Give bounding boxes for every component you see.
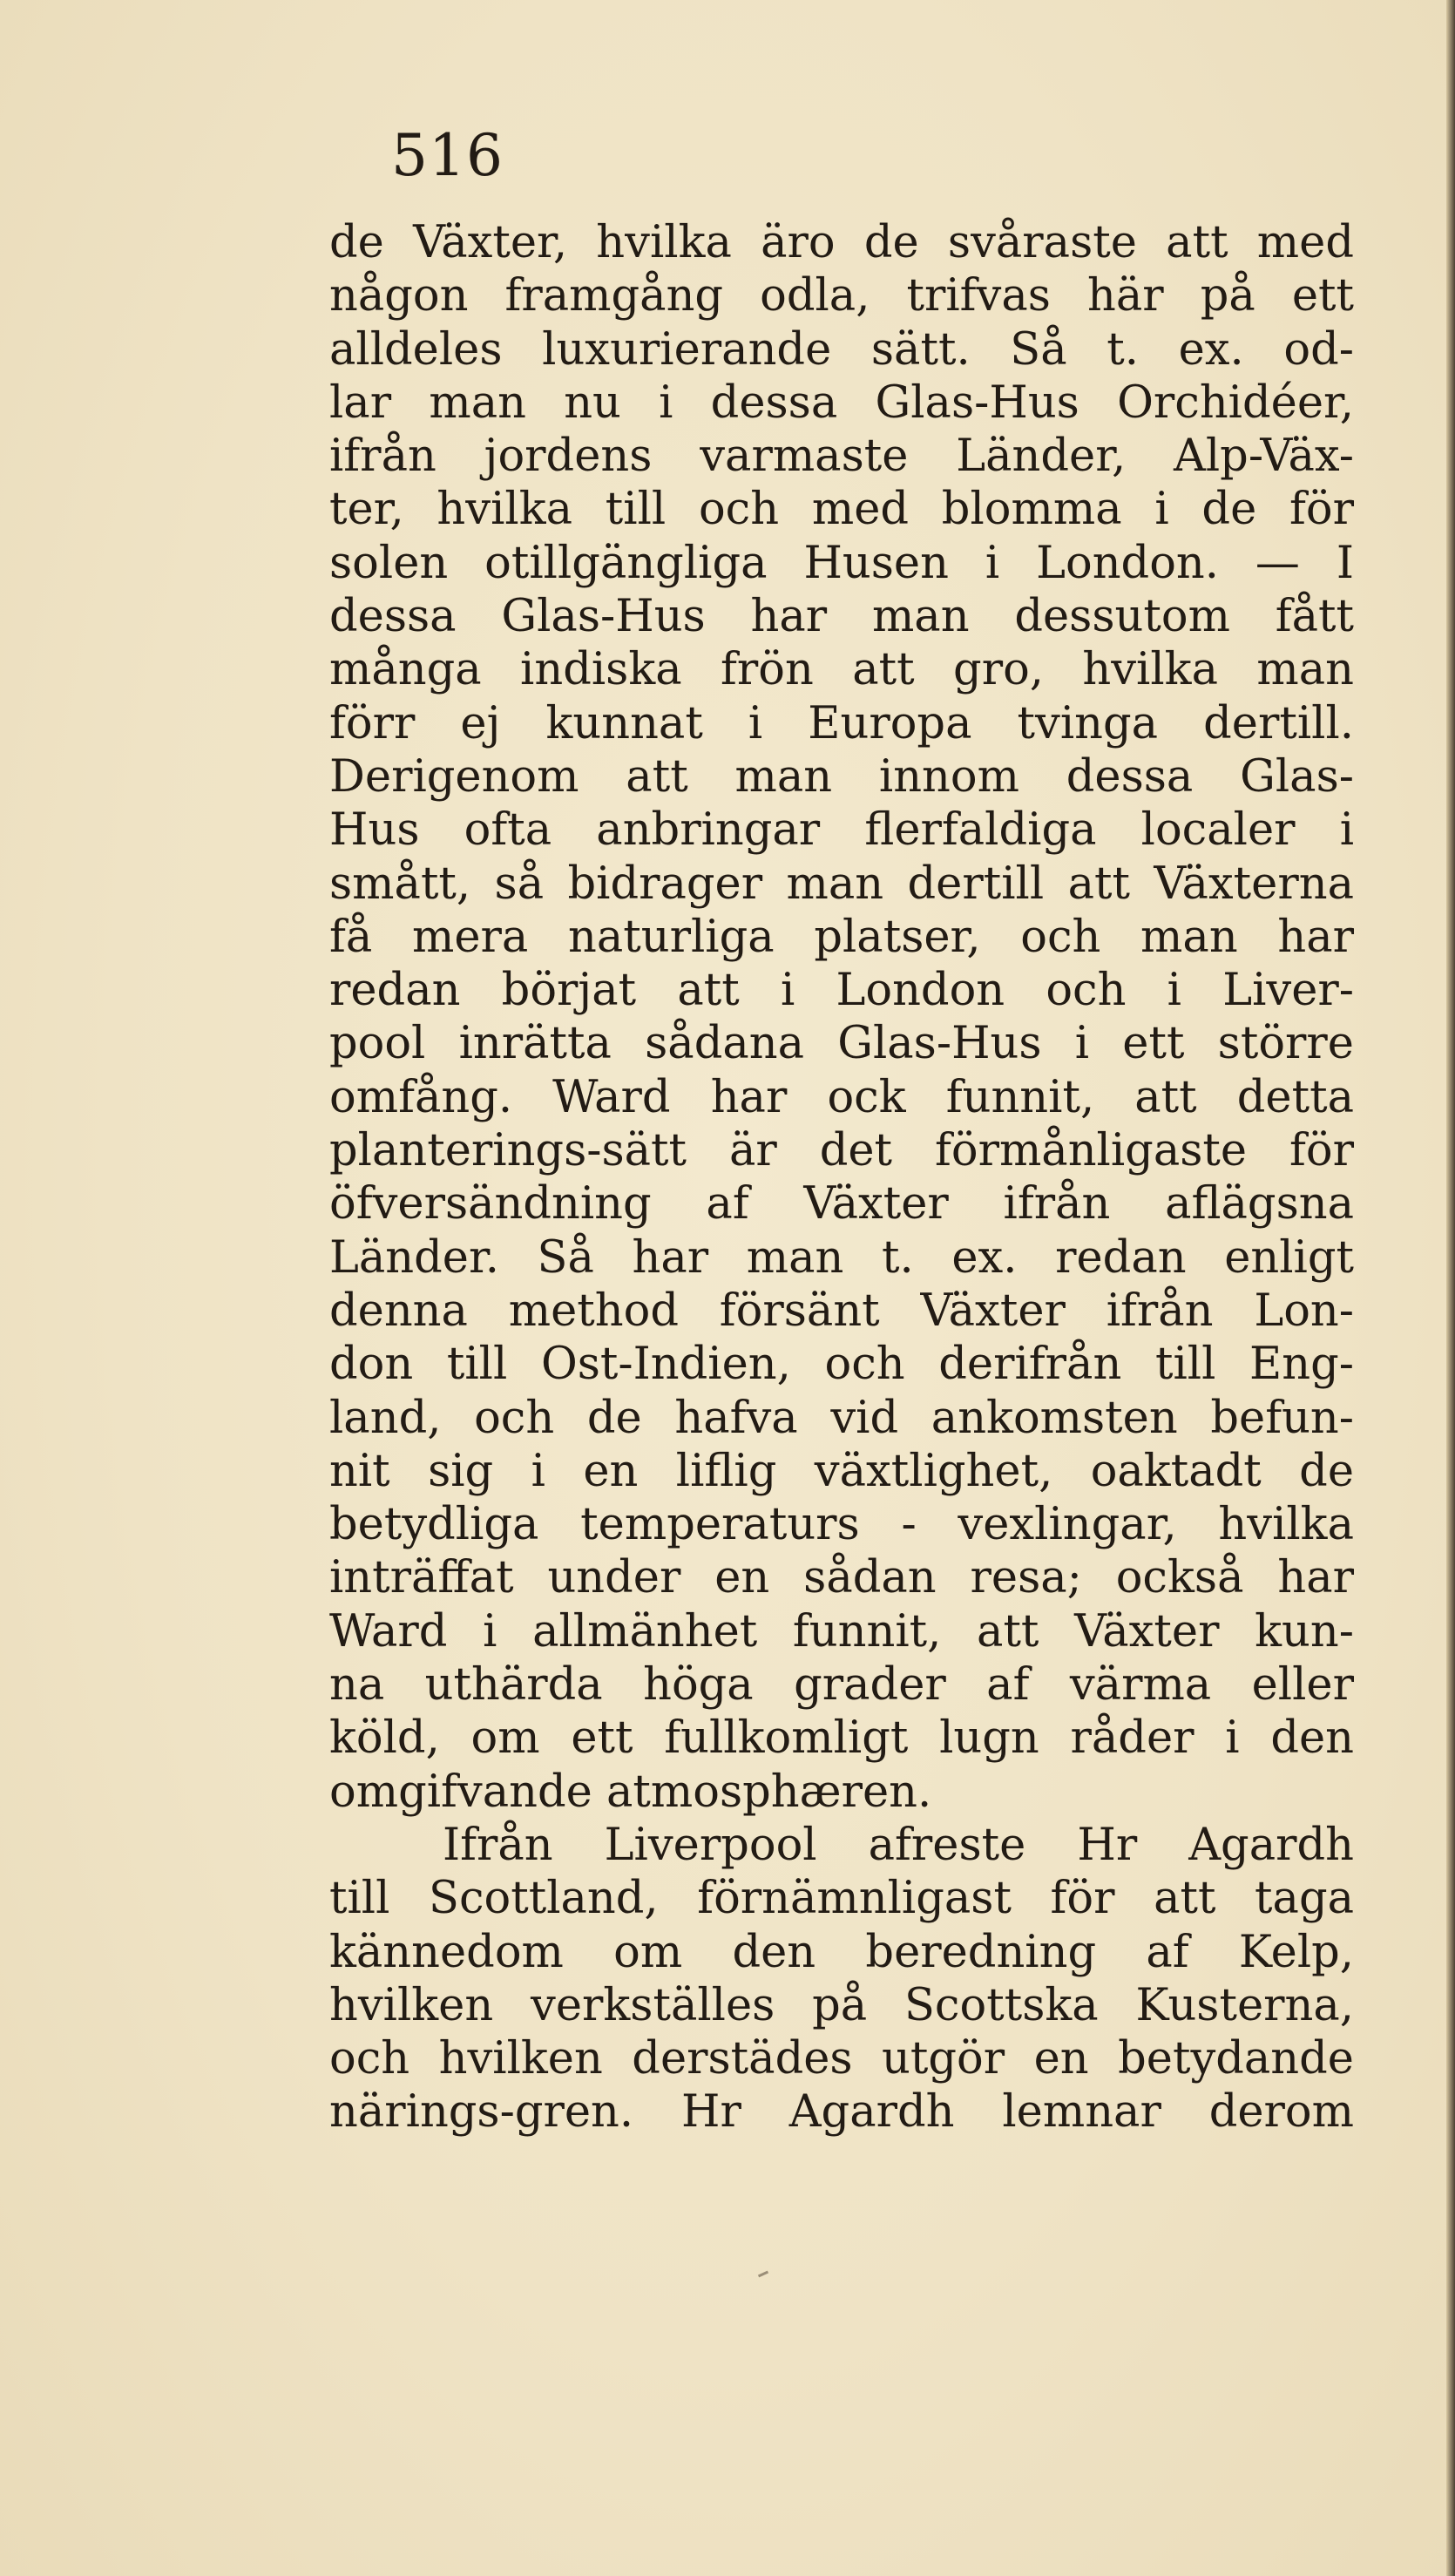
text-line: öfversändning af Växter ifrån aflägsna: [329, 1178, 1354, 1230]
text-line: Derigenom att man innom dessa Glas-: [329, 750, 1354, 803]
text-line: ter, hvilka till och med blomma i de för: [329, 484, 1354, 536]
text-line: na uthärda höga grader af värma eller: [329, 1659, 1354, 1712]
text-line: till Scottland, förnämnligast för att taga: [329, 1873, 1354, 1925]
text-line: alldeles luxurierande sätt. Så t. ex. od-: [329, 323, 1354, 376]
text-line: och hvilken derstädes utgör en betydande: [329, 2033, 1354, 2085]
text-line: don till Ost-Indien, och derifrån till Eng-: [329, 1339, 1354, 1391]
text-line: någon framgång odla, trifvas här på ett: [329, 270, 1354, 322]
text-line: kännedom om den beredning af Kelp,: [329, 1926, 1354, 1978]
text-line: smått, så bidrager man dertill att Växterna: [329, 858, 1354, 910]
text-line: solen otillgängliga Husen i London. — I: [329, 537, 1354, 589]
text-line: lar man nu i dessa Glas-Hus Orchidéer,: [329, 376, 1354, 429]
text-line: omfång. Ward har ock funnit, att detta: [329, 1071, 1354, 1123]
paper-speck: [758, 2271, 768, 2278]
text-line: land, och de hafva vid ankomsten befun-: [329, 1392, 1354, 1444]
text-line: planterings-sätt är det förmånligaste för: [329, 1125, 1354, 1177]
page-edge-shadow: [1446, 0, 1455, 2576]
text-line: denna method försänt Växter ifrån Lon-: [329, 1285, 1354, 1337]
text-line: Länder. Så har man t. ex. redan enligt: [329, 1231, 1354, 1284]
text-line: pool inrätta sådana Glas-Hus i ett större: [329, 1018, 1354, 1070]
text-line: få mera naturliga platser, och man har: [329, 911, 1354, 963]
text-line: inträffat under en sådan resa; också har: [329, 1552, 1354, 1604]
text-line: hvilken verkställes på Scottska Kusterna,: [329, 1979, 1354, 2031]
text-line: redan börjat att i London och i Liver-: [329, 965, 1354, 1017]
text-line: Hus ofta anbringar flerfaldiga localer i: [329, 804, 1354, 857]
text-line: förr ej kunnat i Europa tvinga dertill.: [329, 697, 1354, 749]
text-line: ifrån jordens varmaste Länder, Alp-Väx-: [329, 430, 1354, 483]
text-line: många indiska frön att gro, hvilka man: [329, 644, 1354, 696]
text-line: dessa Glas-Hus har man dessutom fått: [329, 591, 1354, 643]
text-line: nit sig i en liflig växtlighet, oaktadt de: [329, 1445, 1354, 1497]
page-number: 516: [391, 122, 504, 189]
text-line: Ward i allmänhet funnit, att Växter kun-: [329, 1605, 1354, 1657]
text-line: de Växter, hvilka äro de svåraste att med: [329, 217, 1354, 268]
body-text: [329, 216, 1354, 2139]
text-line: köld, om ett fullkomligt lugn råder i den: [329, 1712, 1354, 1765]
text-line: omgifvande atmosphæren.: [329, 1766, 932, 1818]
text-line: betydliga temperaturs - vexlingar, hvilka: [329, 1499, 1354, 1551]
text-line: närings-gren. Hr Agardh lemnar derom: [329, 2086, 1354, 2139]
text-line: Ifrån Liverpool afreste Hr Agardh: [443, 1819, 1354, 1871]
